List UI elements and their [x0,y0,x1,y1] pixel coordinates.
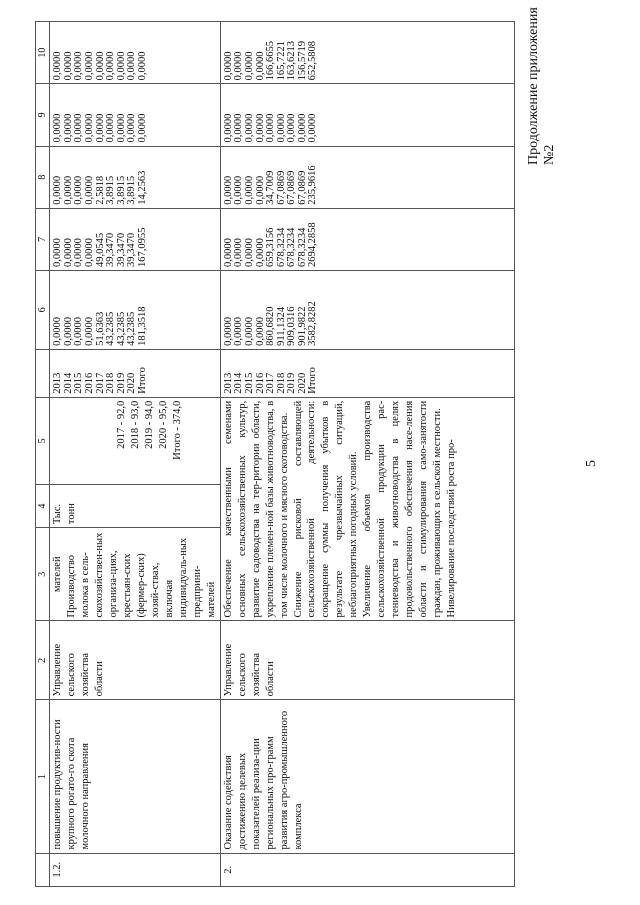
description-part: Обеспечение качественными семенами основных сельскохозяйственных культур, развитие садоводства на тер-ритории области, укрепление племен-ной базы животноводства, в том числе молочного и мясного скотоводства. [222,400,290,618]
value: 860,6820 [265,306,277,346]
value: 0,0000 [84,51,96,81]
value: 3,8915 [126,175,138,205]
value: 0,0000 [94,51,106,81]
value: 34,7009 [265,170,277,205]
value: 2,5818 [94,175,106,205]
value: 909,0316 [286,306,298,346]
value: 39,3470 [115,232,127,267]
value: 0,0000 [243,238,255,267]
table-row [220,22,514,887]
value: 0,0000 [222,317,234,346]
target-value: 2017 - 92,0 [116,400,128,449]
value: 0,0000 [296,113,308,143]
executor-cell: Управление сельского хозяйства области [50,621,220,700]
value: 0,0000 [105,113,117,143]
value: 0,0000 [243,51,255,81]
value: 678,3234 [286,227,298,267]
value: 0,0000 [84,175,96,205]
target-value: Итого - 374,0 [172,400,184,460]
value: 181,3518 [137,306,149,346]
value: 652,5808 [307,40,319,81]
funding-col8 [50,146,220,208]
funding-col7 [50,208,220,270]
value: 0,0000 [73,175,85,205]
years-cell [50,349,220,397]
value: 0,0000 [73,51,85,81]
value: 0,0000 [243,317,255,346]
value: 167,0955 [137,227,149,267]
year-label: 2014 [62,372,74,394]
year-label: 2013 [222,372,234,394]
column-header: 10 [36,22,50,84]
year-label: 2014 [233,372,245,394]
value: 0,0000 [115,51,127,81]
value: 0,0000 [62,238,74,267]
indicator-text: Производство молока в сель-скохозяйствен-ных организа-циях, крестьян-ских (фермер-ских) хозяй-ствах, включая индивидуаль-ных предприни-мателей [66,532,217,618]
value: 0,0000 [233,238,245,267]
value: 0,0000 [62,175,74,205]
value: 0,0000 [254,113,266,143]
value: 0,0000 [233,51,245,81]
value: 0,0000 [137,113,149,143]
column-number-row [36,22,50,887]
value: 0,0000 [222,113,234,143]
target-value: 2018 - 93,0 [130,400,142,449]
year-label: 2015 [73,372,85,394]
value: 14,2563 [137,170,149,205]
value: 0,0000 [62,317,74,346]
value: 659,3156 [265,227,277,267]
value: 3,8915 [115,175,127,205]
value: 43,2385 [126,311,138,346]
funding-col6 [220,270,514,349]
value: 0,0000 [222,51,234,81]
year-label: 2020 [296,372,308,394]
year-label: 2015 [243,372,255,394]
value: 0,0000 [233,317,245,346]
column-header [36,853,50,886]
year-label: 2017 [265,372,277,394]
value: 235,9616 [307,165,319,205]
value: 0,0000 [254,317,266,346]
indicator-continuation: мателей [52,556,64,593]
description-part: Снижение рисковой составляющей сельскохозяйственной деятельности: сокращение суммы получения убытков в результате чрезвычайных ситуаций, неблагоприятных погодных условий. [292,400,360,618]
column-header: 4 [36,485,50,528]
value: 0,0000 [233,113,245,143]
value: 0,0000 [84,317,96,346]
year-label: 2019 [115,372,127,394]
value: 166,6655 [265,40,277,81]
value: 0,0000 [105,51,117,81]
value: 163,6213 [286,40,298,81]
value: 165,7221 [275,40,287,81]
year-label: 2018 [105,372,117,394]
value: 0,0000 [243,175,255,205]
value: 0,0000 [126,113,138,143]
value: 43,2385 [105,311,117,346]
executor-cell: Управление сельского хозяйства области [220,621,514,700]
year-label: Итого [307,367,319,394]
target-value: 2019 - 94,0 [144,400,156,449]
value: 43,2385 [115,311,127,346]
column-header: 2 [36,621,50,700]
value: 0,0000 [286,113,298,143]
value: 67,0869 [275,170,287,205]
year-label: 2020 [126,372,138,394]
value: 156,5719 [296,40,308,81]
value: 3,8915 [105,175,117,205]
value: 0,0000 [94,113,106,143]
column-header: 1 [36,700,50,853]
value: 0,0000 [84,113,96,143]
value: 0,0000 [254,238,266,267]
year-label: 2016 [254,372,266,394]
funding-col9 [50,84,220,146]
column-header: 5 [36,397,50,484]
column-header: 6 [36,270,50,349]
value: 678,3234 [275,227,287,267]
value: 911,1324 [275,306,287,346]
value: 67,0869 [296,170,308,205]
value: 0,0000 [307,113,319,143]
funding-col10 [50,22,220,84]
value: 0,0000 [233,175,245,205]
value: 0,0000 [52,317,64,346]
year-label: Итого [137,367,149,394]
value: 0,0000 [137,51,149,81]
unit-cell: Тыс. тонн [50,485,220,528]
year-label: 2018 [275,372,287,394]
table-row [50,22,220,887]
value: 3582,8282 [307,301,319,346]
value: 49,0545 [94,232,106,267]
value: 0,0000 [73,113,85,143]
value: 0,0000 [62,113,74,143]
column-header [36,349,50,397]
value: 0,0000 [265,113,277,143]
value: 0,0000 [254,175,266,205]
funding-col8 [220,146,514,208]
description-part: Увеличение объемов производства сельскохозяйственной продукции рас-тениеводства и животноводства в целях продовольственного обеспечения насе-ления области и стимулирования само-занятости граждан, проживающих в сельской местности. [362,400,444,618]
year-label: 2016 [84,372,96,394]
column-header: 7 [36,208,50,270]
value: 0,0000 [73,317,85,346]
objective-cell: Оказание содействия достижению целевых показателей реализа-ции региональных про-грамм развития агро-промышленного комплекса [220,700,514,853]
value: 0,0000 [84,238,96,267]
value: 0,0000 [115,113,127,143]
column-header: 8 [36,146,50,208]
value: 2694,2858 [307,222,319,267]
value: 0,0000 [52,238,64,267]
activity-description-cell [220,397,514,621]
year-label: 2019 [286,372,298,394]
value: 0,0000 [254,51,266,81]
value: 67,0869 [286,170,298,205]
value: 51,6363 [94,311,106,346]
year-label: 2017 [94,372,106,394]
row-number: 2. [220,853,514,886]
year-label: 2013 [52,372,64,394]
program-table [35,21,515,887]
funding-col6 [50,270,220,349]
description-part: Нивелирование последствий роста про- [445,439,457,618]
row-number: 1.2. [50,853,220,886]
value: 39,3470 [105,232,117,267]
column-header: 9 [36,84,50,146]
value: 0,0000 [52,175,64,205]
value: 0,0000 [52,51,64,81]
funding-col7 [220,208,514,270]
indicator-cell [50,528,220,621]
value: 0,0000 [62,51,74,81]
value: 0,0000 [73,238,85,267]
objective-cell: повышение продуктив-ности крупного рогато-го скота молочного направления [50,700,220,853]
value: 0,0000 [275,113,287,143]
value: 0,0000 [222,238,234,267]
page-number: 5 [584,460,599,467]
value: 0,0000 [126,51,138,81]
funding-col10 [220,22,514,84]
value: 901,9822 [296,306,308,346]
appendix-header: Продолжение приложения №2 [526,7,557,165]
column-header: 3 [36,528,50,621]
value: 0,0000 [52,113,64,143]
target-value: 2020 - 95,0 [158,400,170,449]
target-values-cell [50,397,220,484]
value: 678,3234 [296,227,308,267]
value: 0,0000 [243,113,255,143]
funding-col9 [220,84,514,146]
value: 39,3470 [126,232,138,267]
value: 0,0000 [222,175,234,205]
years-cell [220,349,514,397]
